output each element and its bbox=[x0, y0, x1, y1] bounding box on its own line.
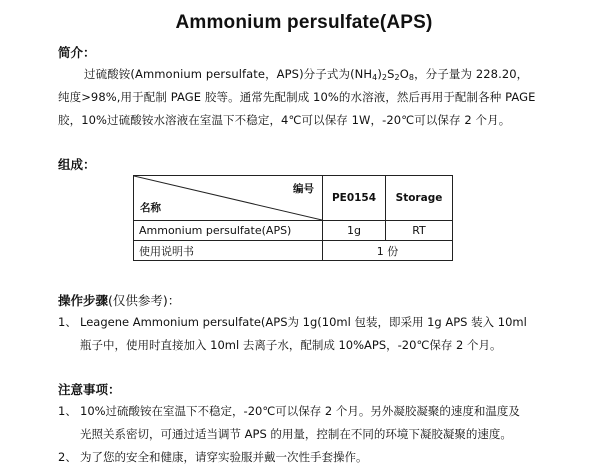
table-row bbox=[134, 221, 453, 241]
notes-item-1-line-2: 光照关系密切，可通过适当调节 APS 的用量，控制在不同的环境下凝胶凝聚的速度。 bbox=[80, 427, 512, 441]
intro-line-1-text: 过硫酸铵(Ammonium persulfate，APS)分子式为(NH bbox=[84, 67, 373, 81]
intro-line-1 bbox=[84, 66, 528, 82]
column-header-pe0154: PE0154 bbox=[323, 176, 386, 221]
procedure-heading-text: 操作步骤 bbox=[58, 293, 109, 308]
formula-sub: 2 bbox=[381, 73, 388, 82]
formula-part: ) bbox=[377, 67, 382, 81]
procedure-heading-note: (仅供参考)： bbox=[108, 293, 181, 308]
composition-heading: 组成： bbox=[58, 157, 96, 172]
procedure-item-number: 1、 bbox=[58, 315, 77, 329]
intro-heading: 简介： bbox=[58, 45, 96, 60]
procedure-item-line-2: 瓶子中，使用时直接加入 10ml 去离子水，配制成 10%APS，-20℃保存 2 个月。 bbox=[80, 338, 502, 352]
composition-table bbox=[133, 175, 453, 261]
document-title: Ammonium persulfate(APS) bbox=[175, 12, 433, 33]
formula-sub: 2 bbox=[394, 73, 400, 82]
header-name-label: 名称 bbox=[140, 202, 161, 214]
table-row bbox=[134, 241, 453, 261]
diagonal-header-cell bbox=[134, 176, 323, 221]
formula-part: O bbox=[399, 67, 409, 81]
table-cell-name: 使用说明书 bbox=[134, 241, 323, 261]
table-cell-storage: RT bbox=[386, 221, 453, 241]
formula-part: S bbox=[387, 67, 395, 81]
table-cell-merged: 1 份 bbox=[323, 241, 453, 261]
table-header-row bbox=[134, 176, 453, 221]
notes-item-2-line-1: 为了您的安全和健康，请穿实验服并戴一次性手套操作。 bbox=[80, 450, 368, 464]
procedure-item-line-1: Leagene Ammonium persulfate(APS为 1g(10ml 包装，即采用 1g APS 装入 10ml bbox=[80, 315, 527, 329]
table-cell-name: Ammonium persulfate(APS) bbox=[134, 221, 323, 241]
table-cell-amount: 1g bbox=[323, 221, 386, 241]
header-code-label: 编号 bbox=[293, 183, 314, 195]
formula-sub: 4 bbox=[372, 73, 378, 82]
intro-line-3: 胶，10%过硫酸铵水溶液在室温下不稳定，4℃可以保存 1W，-20℃可以保存 2 个月。 bbox=[58, 113, 511, 127]
notes-item-number: 1、 bbox=[58, 404, 77, 418]
intro-line-2: 纯度>98%,用于配制 PAGE 胶等。通常先配制成 10%的水溶液，然后再用于配制各种 PAGE bbox=[58, 90, 536, 104]
procedure-heading bbox=[58, 291, 180, 309]
notes-heading: 注意事项： bbox=[58, 382, 121, 397]
notes-item-number: 2、 bbox=[58, 450, 77, 464]
column-header-storage: Storage bbox=[386, 176, 453, 221]
notes-item-1-line-1: 10%过硫酸铵在室温下不稳定，-20℃可以保存 2 个月。另外凝胶凝聚的速度和温度及 bbox=[80, 404, 520, 418]
formula-sub: 8 bbox=[408, 73, 415, 82]
intro-line-1-end: ，分子量为 228.20， bbox=[414, 67, 529, 81]
